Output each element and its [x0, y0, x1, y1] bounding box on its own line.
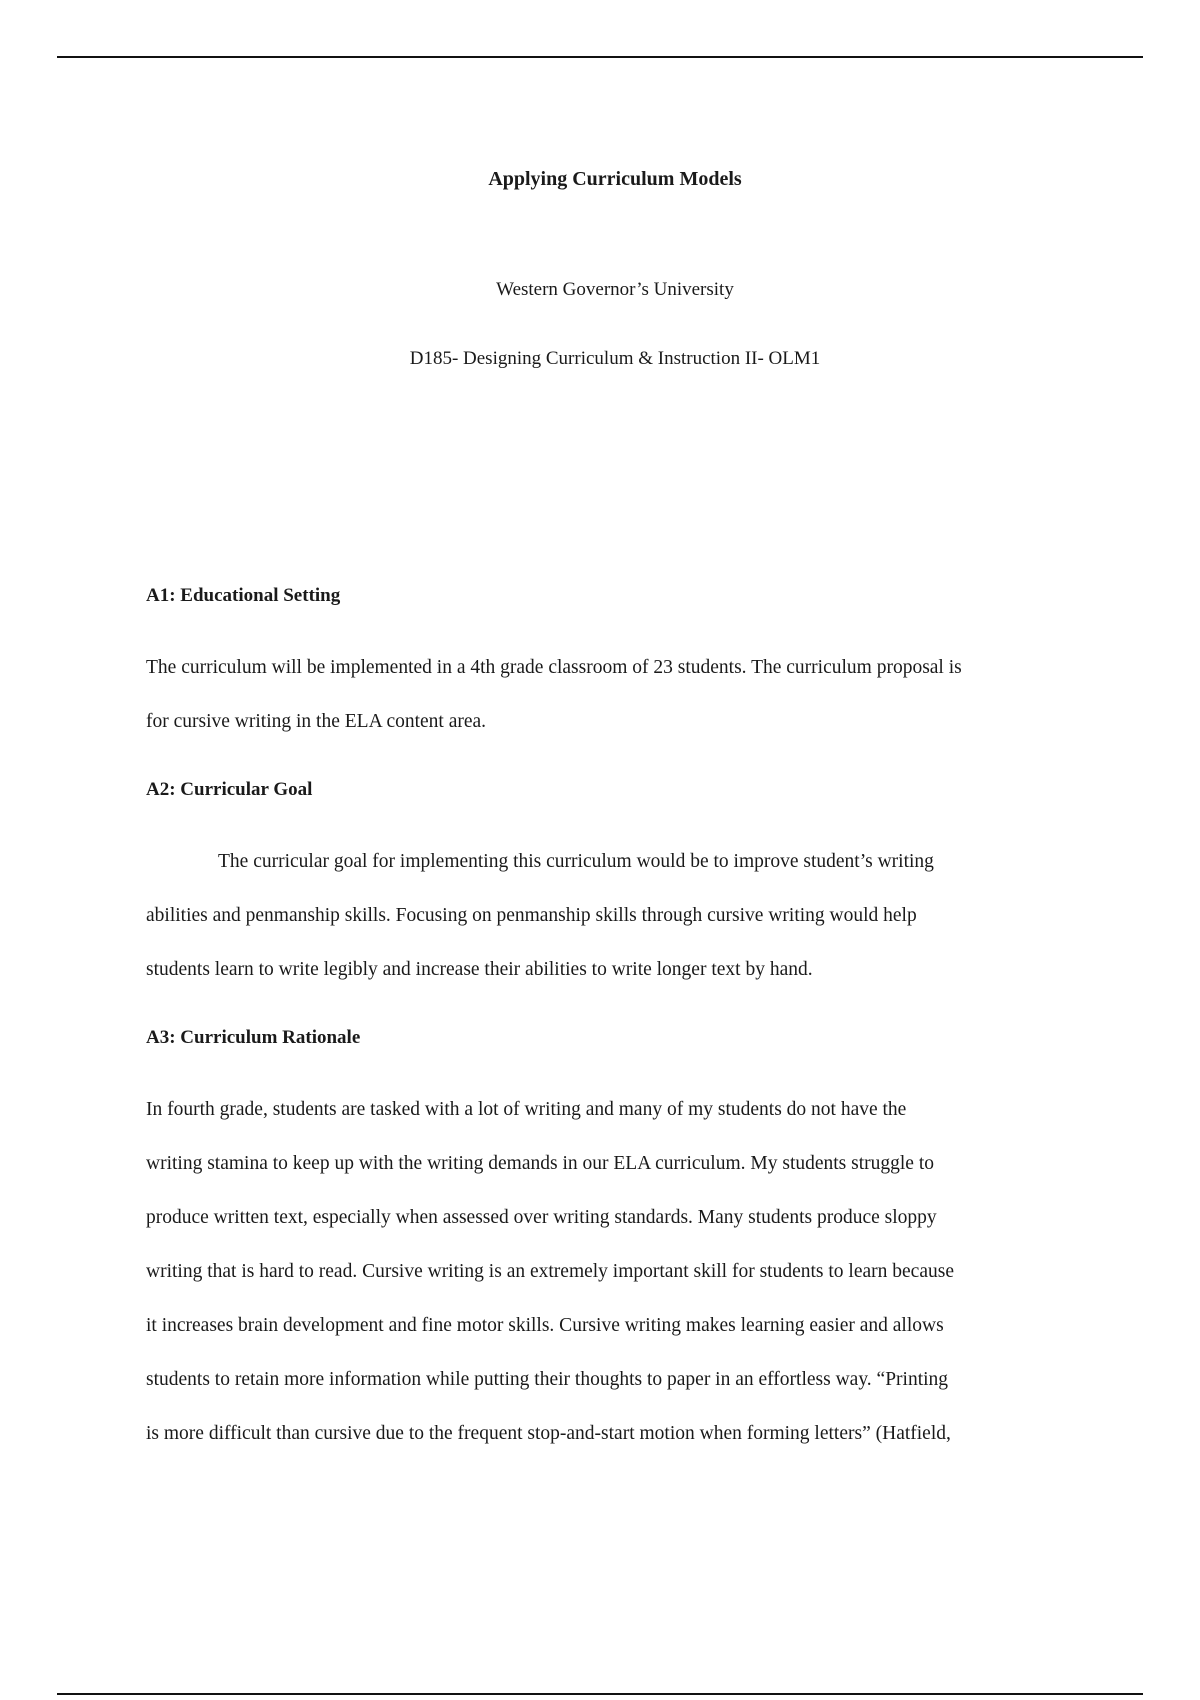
paragraph-line: is more difficult than cursive due to the frequent stop-and-start motion when forming letters” (Hatfield, [146, 1423, 951, 1444]
paragraph-line: for cursive writing in the ELA content area. [146, 711, 487, 732]
paragraph-line: writing stamina to keep up with the writing demands in our ELA curriculum. My students struggle to [146, 1153, 935, 1174]
section-paragraph-curricular-goal [146, 835, 1096, 997]
bottom-rule [57, 1693, 1143, 1695]
paragraph-line: In fourth grade, students are tasked with a lot of writing and many of my students do not have the [146, 1099, 907, 1120]
paragraph-line: produce written text, especially when assessed over writing standards. Many students produce sloppy [146, 1207, 937, 1228]
paragraph-line: it increases brain development and fine motor skills. Cursive writing makes learning easier and allows [146, 1315, 944, 1336]
paragraph-line: abilities and penmanship skills. Focusing on penmanship skills through cursive writing would help [146, 905, 917, 926]
paragraph-line: students learn to write legibly and increase their abilities to write longer text by hand. [146, 959, 813, 980]
paragraph-line: students to retain more information while putting their thoughts to paper in an effortless way. “Printing [146, 1369, 949, 1390]
section-heading-educational-setting: A1: Educational Setting [146, 585, 341, 606]
section-heading-curriculum-rationale: A3: Curriculum Rationale [146, 1027, 361, 1048]
paragraph-line: The curriculum will be implemented in a 4th grade classroom of 23 students. The curriculum proposal is [146, 657, 962, 678]
section-paragraph-educational-setting [146, 641, 1096, 749]
document-title: Applying Curriculum Models [488, 168, 742, 190]
section-heading-curricular-goal: A2: Curricular Goal [146, 779, 313, 800]
course-name: D185- Designing Curriculum & Instruction II- OLM1 [409, 348, 821, 369]
paragraph-line: writing that is hard to read. Cursive writing is an extremely important skill for students to learn because [146, 1261, 954, 1282]
paragraph-line: The curricular goal for implementing this curriculum would be to improve student’s writing [218, 851, 934, 872]
institution-name: Western Governor’s University [496, 279, 734, 300]
section-paragraph-curriculum-rationale [146, 1083, 1096, 1461]
top-rule [57, 56, 1143, 58]
